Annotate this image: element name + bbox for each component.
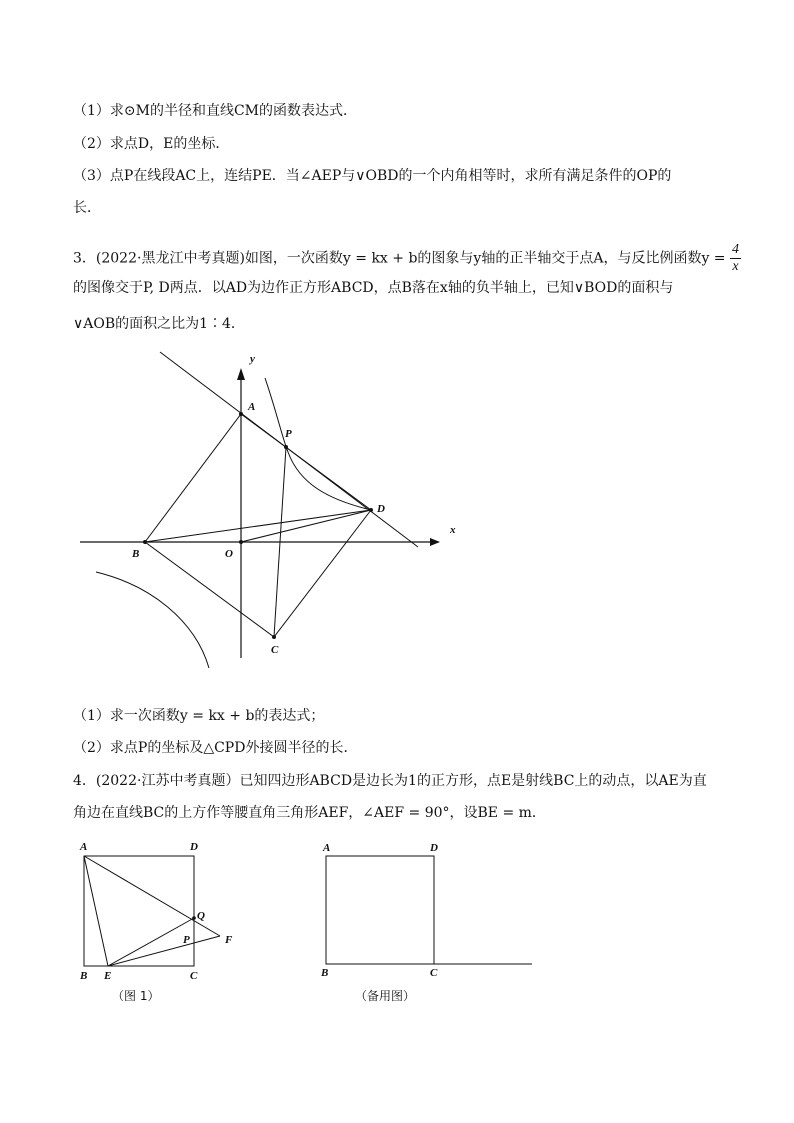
q3-label-c: C — [271, 644, 279, 656]
q3-point-o — [239, 540, 243, 544]
q3-label-o: O — [225, 548, 233, 560]
q4-stem-line1: 4．(2022·江苏中考真题）已知四边形ABCD是边长为1的正方形，点E是射线BC上的动点，以AE为直 — [73, 773, 707, 789]
q3-label-b: B — [132, 548, 140, 560]
q3-stem-line2: 的图像交于P, D两点．以AD为边作正方形ABCD，点B落在x轴的负半轴上，已知∨BOD的面积与 — [73, 280, 674, 296]
q3-label-a: A — [248, 401, 256, 413]
q4-fig1-point-q — [192, 916, 196, 920]
q3-stem-line3: ∨AOB的面积之比为1∶4． — [73, 316, 245, 332]
q4-fig1-label-b: B — [80, 970, 88, 982]
q3-x-axis-arrow — [430, 538, 440, 546]
q3-part1: （1）求一次函数y = kx + b的表达式； — [73, 708, 325, 724]
q4-fig2-caption: （备用图） — [355, 989, 416, 1003]
q3-point-d — [369, 508, 373, 512]
q3-stem-text: 3．(2022·黑龙江中考真题)如图，一次函数y = kx + b的图象与y轴的正半轴交于点A，与反比例函数y = — [73, 250, 726, 267]
q4-fig1-label-p: P — [183, 934, 190, 946]
q3-label-d: D — [377, 503, 385, 515]
q3-segment-bd — [145, 510, 371, 542]
q3-point-b — [143, 540, 147, 544]
q2-part2: （2）求点D，E的坐标． — [73, 136, 230, 152]
q3-point-a — [239, 412, 243, 416]
q3-point-p — [284, 445, 288, 449]
q4-fig1-label-d: D — [190, 841, 198, 853]
q3-part2: （2）求点P的坐标及△CPD外接圆半径的长． — [73, 740, 358, 756]
q4-fig2-square — [326, 856, 434, 964]
q4-fig1-label-a: A — [80, 841, 88, 853]
q3-label-x: x — [450, 524, 456, 536]
q4-fig2-label-d: D — [430, 842, 438, 854]
q2-part3-line1: （3）点P在线段AC上，连结PE．当∠AEP与∨OBD的一个内角相等时，求所有满足条件的OP的 — [73, 168, 672, 184]
q3-y-axis-arrow — [237, 368, 245, 380]
q3-label-y: y — [250, 353, 255, 365]
q3-label-p: P — [285, 428, 292, 440]
q4-fig1-segment-ae — [84, 856, 108, 966]
q3-point-c — [272, 635, 276, 639]
q4-fig2-label-b: B — [321, 967, 329, 979]
q4-fig1-segment-ef — [108, 936, 220, 966]
q4-fig1-segment-af — [84, 856, 220, 936]
q4-fig2-label-c: C — [430, 967, 438, 979]
q3-hyperbola-branch-2 — [96, 572, 209, 668]
q3-fraction-denominator: x — [732, 259, 739, 274]
q4-fig1-label-q: Q — [197, 910, 205, 922]
q4-fig1-segment-eq — [108, 918, 194, 966]
q4-fig1-label-f: F — [225, 934, 233, 946]
q4-fig2-label-a: A — [323, 842, 331, 854]
q4-fig1-label-e: E — [104, 970, 112, 982]
q4-fig1-caption: （图 1） — [112, 989, 160, 1003]
q4-fig1-label-c: C — [190, 970, 198, 982]
q2-part1: （1）求⊙M的半径和直线CM的函数表达式． — [73, 103, 358, 119]
q4-stem-line2: 角边在直线BC的上方作等腰直角三角形AEF，∠AEF = 90°，设BE = m． — [73, 805, 546, 821]
q3-fraction-numerator: 4 — [731, 242, 739, 257]
q2-part3-line2: 长． — [73, 200, 101, 216]
